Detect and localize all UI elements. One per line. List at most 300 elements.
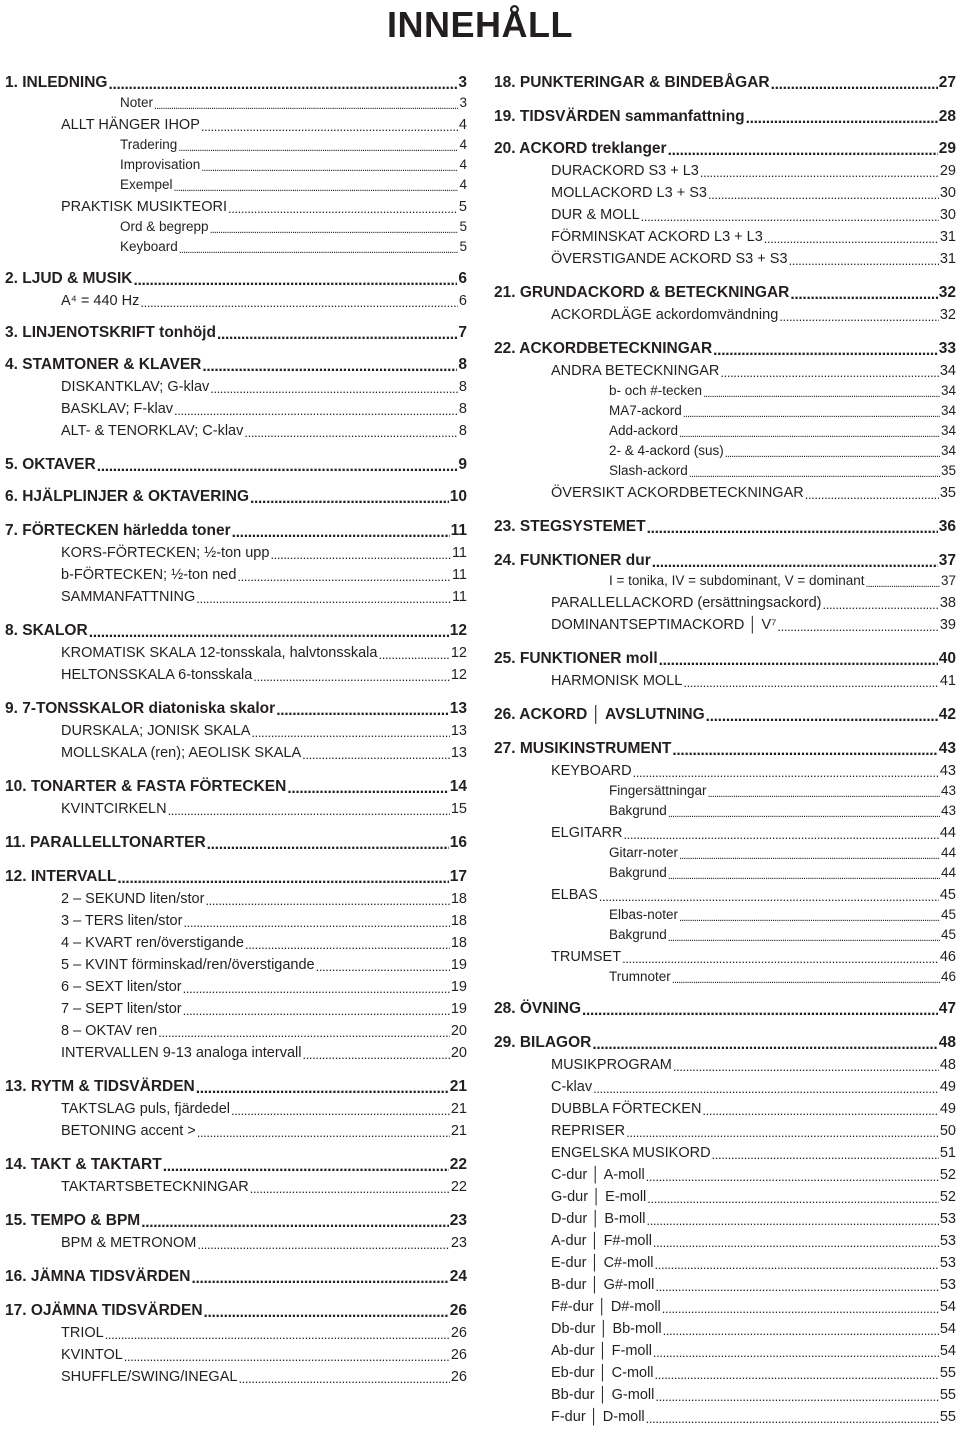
toc-entry-level-3	[494, 461, 956, 481]
toc-entry-level-1	[494, 283, 956, 303]
toc-entry-label: 21. GRUNDACKORD & BETECKNINGAR	[494, 284, 790, 301]
toc-entry-page-number: 26	[450, 1347, 467, 1363]
toc-entry-label: Elbas-noter	[609, 907, 679, 922]
toc-entry-page-number: 34	[940, 383, 956, 398]
toc-entry-level-2	[5, 377, 467, 397]
toc-entry-page-number: 21	[450, 1101, 467, 1117]
dot-leader	[662, 1299, 939, 1317]
toc-entry-level-1	[494, 999, 956, 1019]
toc-entry-label: C-dur │ A-moll	[551, 1167, 645, 1183]
toc-entry-label: Slash-ackord	[609, 463, 688, 478]
toc-entry-label: 17. OJÄMNA TIDSVÄRDEN	[5, 1302, 203, 1319]
toc-entry-page-number: 53	[939, 1211, 956, 1227]
dot-leader	[708, 783, 940, 801]
dot-leader	[231, 1101, 450, 1119]
toc-entry-level-2	[494, 205, 956, 225]
toc-entry-label: REPRISER	[551, 1123, 626, 1139]
toc-entry-label: DURSKALA; JONISK SKALA	[61, 723, 251, 739]
toc-entry-page-number: 11	[451, 567, 467, 583]
toc-entry-page-number: 52	[939, 1167, 956, 1183]
toc-entry-level-1	[5, 1077, 467, 1097]
toc-entry-label: Db-dur │ Bb-moll	[551, 1321, 662, 1337]
dot-leader	[655, 1277, 939, 1295]
dot-leader	[805, 485, 939, 503]
toc-entry-page-number: 49	[939, 1101, 956, 1117]
toc-entry-label: HELTONSSKALA 6-tonsskala	[61, 667, 253, 683]
dot-leader	[626, 1123, 939, 1141]
toc-entry-page-number: 6	[458, 293, 467, 309]
toc-entry-level-3	[5, 217, 467, 237]
toc-entry-level-2	[5, 291, 467, 311]
toc-entry-label: 2. LJUD & MUSIK	[5, 270, 133, 287]
toc-entry-level-1	[5, 777, 467, 797]
toc-entry-level-3	[494, 421, 956, 441]
toc-entry-page-number: 5	[459, 219, 467, 234]
toc-entry-page-number: 42	[938, 706, 956, 723]
toc-entry-level-3	[5, 155, 467, 175]
dot-leader	[725, 443, 940, 461]
dot-leader	[316, 957, 450, 975]
toc-entry-label: ENGELSKA MUSIKORD	[551, 1145, 711, 1161]
toc-entry-page-number: 55	[939, 1365, 956, 1381]
dot-leader	[174, 401, 458, 419]
toc-entry-level-1	[494, 1033, 956, 1053]
toc-entry-level-1	[5, 521, 467, 541]
toc-entry-label: KVINTOL	[61, 1347, 123, 1363]
toc-entry-page-number: 4	[459, 157, 467, 172]
toc-entry-label: Exempel	[120, 177, 173, 192]
toc-entry-level-1	[494, 649, 956, 669]
toc-entry-label: 24. FUNKTIONER dur	[494, 552, 651, 569]
dot-leader	[228, 199, 458, 217]
toc-entry-level-2	[494, 593, 956, 613]
toc-entry-label: Bb-dur │ G-moll	[551, 1387, 655, 1403]
dot-leader	[124, 1347, 450, 1365]
toc-entry-level-2	[494, 1231, 956, 1251]
toc-entry-page-number: 12	[450, 645, 467, 661]
toc-entry-page-number: 4	[458, 117, 467, 133]
dot-leader	[183, 1001, 450, 1019]
toc-entry-level-1	[5, 1155, 467, 1175]
toc-entry-page-number: 27	[938, 74, 956, 91]
toc-entry-label: Bakgrund	[609, 927, 667, 942]
toc-entry-page-number: 8	[458, 379, 467, 395]
toc-entry-page-number: 26	[450, 1325, 467, 1341]
dot-leader	[140, 293, 458, 311]
toc-entry-level-1	[5, 833, 467, 853]
toc-entry-page-number: 53	[939, 1277, 956, 1293]
toc-entry-level-3	[494, 925, 956, 945]
toc-entry-level-3	[494, 781, 956, 801]
dot-leader	[378, 645, 449, 663]
toc-entry-label: PRAKTISK MUSIKTEORI	[61, 199, 227, 215]
toc-entry-page-number: 43	[939, 763, 956, 779]
toc-entry-label: 26. ACKORD │ AVSLUTNING	[494, 706, 705, 723]
toc-entry-label: KORS-FÖRTECKEN; ½-ton upp	[61, 545, 270, 561]
toc-entry-label: Bakgrund	[609, 865, 667, 880]
toc-entry-label: B-dur │ G#-moll	[551, 1277, 655, 1293]
toc-entry-level-3	[494, 967, 956, 987]
dot-leader	[646, 1167, 939, 1185]
toc-entry-label: KEYBOARD	[551, 763, 632, 779]
toc-entry-page-number: 18	[450, 913, 467, 929]
toc-entry-page-number: 55	[939, 1387, 956, 1403]
toc-entry-label: 6 – SEXT liten/stor	[61, 979, 182, 995]
toc-entry-page-number: 29	[938, 140, 956, 157]
toc-entry-page-number: 34	[940, 403, 956, 418]
toc-entry-page-number: 41	[939, 673, 956, 689]
dot-leader	[245, 935, 450, 953]
toc-entry-label: 14. TAKT & TAKTART	[5, 1156, 162, 1173]
dot-leader	[302, 745, 450, 763]
toc-entry-page-number: 53	[939, 1255, 956, 1271]
dot-leader	[764, 229, 939, 247]
dot-leader	[646, 1211, 938, 1229]
toc-entry-page-number: 23	[449, 1212, 467, 1229]
toc-entry-page-number: 54	[939, 1299, 956, 1315]
toc-entry-level-2	[494, 1407, 956, 1427]
dot-leader	[287, 779, 448, 797]
toc-entry-page-number: 46	[939, 949, 956, 965]
toc-entry-page-number: 18	[450, 891, 467, 907]
toc-entry-level-2	[5, 911, 467, 931]
toc-entry-label: MOLLSKALA (ren); AEOLISK SKALA	[61, 745, 302, 761]
toc-entry-level-1	[5, 269, 467, 289]
dot-leader	[97, 457, 458, 475]
toc-entry-page-number: 23	[450, 1235, 467, 1251]
toc-entry-level-1	[494, 517, 956, 537]
toc-entry-page-number: 54	[939, 1343, 956, 1359]
toc-entry-page-number: 37	[938, 552, 956, 569]
toc-entry-label: E-dur │ C#-moll	[551, 1255, 654, 1271]
toc-entry-level-2	[5, 889, 467, 909]
toc-entry-level-2	[5, 665, 467, 685]
toc-entry-page-number: 49	[939, 1079, 956, 1095]
toc-entry-page-number: 28	[938, 108, 956, 125]
dot-leader	[683, 673, 939, 691]
toc-entry-page-number: 40	[938, 650, 956, 667]
toc-entry-label: ACKORDLÄGE ackordomvändning	[551, 307, 779, 323]
dot-leader	[253, 667, 450, 685]
toc-entry-page-number: 48	[939, 1057, 956, 1073]
toc-entry-level-3	[494, 863, 956, 883]
toc-entry-level-3	[494, 401, 956, 421]
toc-entry-label: 19. TIDSVÄRDEN sammanfattning	[494, 108, 745, 125]
toc-entry-page-number: 48	[938, 1034, 956, 1051]
toc-entry-label: Improvisation	[120, 157, 201, 172]
toc-entry-page-number: 26	[449, 1302, 467, 1319]
toc-entry-page-number: 29	[939, 163, 956, 179]
dot-leader	[679, 907, 940, 925]
toc-entry-level-1	[5, 487, 467, 507]
toc-entry-page-number: 53	[939, 1233, 956, 1249]
dot-leader	[154, 95, 458, 113]
toc-entry-level-2	[5, 565, 467, 585]
toc-entry-level-3	[494, 905, 956, 925]
toc-entry-label: F#-dur │ D#-moll	[551, 1299, 661, 1315]
toc-entry-label: DOMINANTSEPTIMACKORD │ V⁷	[551, 617, 777, 633]
toc-entry-label: 8. SKALOR	[5, 622, 88, 639]
dot-leader	[251, 723, 449, 741]
dot-leader	[582, 1001, 938, 1019]
toc-entry-label: Fingersättningar	[609, 783, 707, 798]
toc-entry-level-2	[494, 1165, 956, 1185]
toc-entry-label: G-dur │ E-moll	[551, 1189, 647, 1205]
toc-entry-page-number: 44	[940, 845, 956, 860]
toc-entry-level-2	[5, 999, 467, 1019]
dot-leader	[191, 1269, 448, 1287]
toc-entry-label: 4 – KVART ren/överstigande	[61, 935, 244, 951]
dot-leader	[592, 1035, 937, 1053]
toc-entry-page-number: 11	[451, 589, 467, 605]
dot-leader	[270, 545, 451, 563]
dot-leader	[117, 869, 448, 887]
toc-entry-page-number: 43	[940, 783, 956, 798]
dot-leader	[217, 325, 457, 343]
toc-entry-label: BPM & METRONOM	[61, 1235, 197, 1251]
dot-leader	[702, 1101, 938, 1119]
toc-entry-level-1	[5, 867, 467, 887]
toc-entry-level-1	[494, 107, 956, 127]
toc-entry-page-number: 32	[939, 307, 956, 323]
toc-entry-level-1	[5, 1301, 467, 1321]
toc-entry-level-2	[5, 643, 467, 663]
toc-entry-level-2	[494, 1077, 956, 1097]
toc-entry-page-number: 35	[939, 485, 956, 501]
toc-entry-label: KVINTCIRKELN	[61, 801, 167, 817]
dot-leader	[201, 157, 458, 175]
toc-entry-level-2	[5, 1367, 467, 1387]
toc-entry-page-number: 31	[939, 229, 956, 245]
toc-entry-page-number: 55	[939, 1409, 956, 1425]
toc-entry-level-2	[494, 761, 956, 781]
toc-entry-level-2	[494, 249, 956, 269]
toc-entry-label: 10. TONARTER & FASTA FÖRTECKEN	[5, 778, 287, 795]
toc-entry-label: KROMATISK SKALA 12-tonsskala, halvtonsskala	[61, 645, 378, 661]
toc-entry-level-2	[5, 799, 467, 819]
toc-entry-page-number: 17	[449, 868, 467, 885]
toc-entry-page-number: 13	[449, 700, 467, 717]
toc-entry-level-2	[5, 1323, 467, 1343]
toc-entry-level-1	[494, 739, 956, 759]
dot-leader	[179, 239, 459, 257]
dot-leader	[207, 835, 449, 853]
toc-entry-level-2	[5, 933, 467, 953]
toc-entry-level-2	[5, 955, 467, 975]
dot-leader	[646, 1409, 939, 1427]
dot-leader	[108, 75, 457, 93]
toc-entry-page-number: 30	[939, 185, 956, 201]
toc-entry-level-2	[494, 1055, 956, 1075]
toc-entry-label: b-FÖRTECKEN; ½-ton ned	[61, 567, 237, 583]
dot-leader	[668, 141, 938, 159]
toc-entry-label: A⁴ = 440 Hz	[61, 293, 140, 309]
toc-entry-label: Add-ackord	[609, 423, 679, 438]
toc-entry-page-number: 34	[939, 363, 956, 379]
toc-entry-label: 12. INTERVALL	[5, 868, 117, 885]
toc-entry-page-number: 21	[449, 1078, 467, 1095]
toc-entry-page-number: 13	[450, 745, 467, 761]
dot-leader	[746, 109, 938, 127]
toc-entry-label: 13. RYTM & TIDSVÄRDEN	[5, 1078, 195, 1095]
dot-leader	[708, 185, 939, 203]
toc-entry-page-number: 35	[940, 463, 956, 478]
toc-entry-page-number: 44	[939, 825, 956, 841]
toc-entry-label: BETONING accent >	[61, 1123, 196, 1139]
toc-entry-label: Gitarr-noter	[609, 845, 679, 860]
toc-entry-page-number: 33	[938, 340, 956, 357]
toc-entry-label: ALT- & TENORKLAV; C-klav	[61, 423, 244, 439]
toc-entry-level-2	[5, 1099, 467, 1119]
toc-entry-level-3	[494, 571, 956, 591]
toc-entry-label: ELBAS	[551, 887, 598, 903]
toc-entry-label: TAKTARTSBETECKNINGAR	[61, 1179, 249, 1195]
dot-leader	[633, 763, 939, 781]
toc-entry-level-2	[494, 1319, 956, 1339]
toc-entry-page-number: 44	[940, 865, 956, 880]
toc-entry-page-number: 9	[458, 456, 467, 473]
toc-entry-page-number: 34	[940, 443, 956, 458]
toc-entry-page-number: 19	[450, 957, 467, 973]
toc-entry-page-number: 5	[458, 199, 467, 215]
toc-entry-level-2	[494, 1187, 956, 1207]
toc-entry-page-number: 20	[450, 1045, 467, 1061]
toc-entry-level-1	[5, 455, 467, 475]
dot-leader	[205, 891, 449, 909]
toc-entry-level-1	[5, 699, 467, 719]
dot-leader	[668, 803, 940, 821]
toc-entry-label: INTERVALLEN 9-13 analoga intervall	[61, 1045, 302, 1061]
toc-entry-level-3	[494, 381, 956, 401]
toc-entry-page-number: 30	[939, 207, 956, 223]
toc-entry-label: D-dur │ B-moll	[551, 1211, 646, 1227]
toc-entry-level-2	[494, 227, 956, 247]
toc-entry-level-2	[5, 543, 467, 563]
dot-leader	[713, 341, 938, 359]
toc-entry-page-number: 19	[450, 1001, 467, 1017]
dot-leader	[178, 137, 458, 155]
toc-entry-level-2	[5, 421, 467, 441]
toc-entry-page-number: 12	[450, 667, 467, 683]
toc-entry-page-number: 12	[449, 622, 467, 639]
toc-entry-label: DUR & MOLL	[551, 207, 640, 223]
toc-entry-level-2	[5, 1021, 467, 1041]
toc-entry-level-2	[5, 1233, 467, 1253]
toc-entry-page-number: 4	[459, 177, 467, 192]
dot-leader	[593, 1079, 939, 1097]
toc-entry-page-number: 8	[458, 423, 467, 439]
toc-entry-level-3	[5, 93, 467, 113]
toc-entry-level-2	[5, 115, 467, 135]
dot-leader	[237, 567, 451, 585]
toc-entry-level-2	[5, 1345, 467, 1365]
toc-entry-page-number: 31	[939, 251, 956, 267]
toc-entry-level-2	[494, 183, 956, 203]
toc-entry-level-2	[494, 1341, 956, 1361]
toc-entry-label: MOLLACKORD L3 + S3	[551, 185, 707, 201]
dot-leader	[244, 423, 458, 441]
toc-entry-level-2	[494, 885, 956, 905]
toc-entry-label: 1. INLEDNING	[5, 74, 108, 91]
toc-entry-label: SHUFFLE/SWING/INEGAL	[61, 1369, 238, 1385]
toc-entry-label: 7. FÖRTECKEN härledda toner	[5, 522, 231, 539]
toc-entry-level-2	[494, 947, 956, 967]
toc-entry-level-3	[494, 801, 956, 821]
dot-leader	[790, 285, 937, 303]
toc-entry-page-number: 18	[450, 935, 467, 951]
dot-leader	[653, 1343, 939, 1361]
toc-entry-label: 27. MUSIKINSTRUMENT	[494, 740, 672, 757]
toc-entry-level-2	[494, 671, 956, 691]
toc-entry-level-2	[494, 823, 956, 843]
dot-leader	[202, 357, 457, 375]
dot-leader	[105, 1325, 450, 1343]
dot-leader	[174, 177, 459, 195]
dot-leader	[622, 949, 939, 967]
toc-entry-label: 3. LINJENOTSKRIFT tonhöjd	[5, 324, 216, 341]
toc-entry-page-number: 20	[450, 1023, 467, 1039]
toc-entry-page-number: 6	[458, 270, 467, 287]
toc-entry-label: ALLT HÄNGER IHOP	[61, 117, 200, 133]
toc-entry-level-3	[5, 135, 467, 155]
dot-leader	[641, 207, 939, 225]
dot-leader	[668, 927, 940, 945]
toc-entry-page-number: 43	[938, 740, 956, 757]
page-title: INNEHÅLL	[387, 4, 573, 45]
toc-entry-label: 16. JÄMNA TIDSVÄRDEN	[5, 1268, 191, 1285]
toc-entry-page-number: 3	[459, 95, 467, 110]
toc-entry-label: 2 – SEKUND liten/stor	[61, 891, 205, 907]
toc-entry-label: Ab-dur │ F-moll	[551, 1343, 652, 1359]
toc-entry-level-2	[494, 1363, 956, 1383]
toc-entry-level-1	[5, 1267, 467, 1287]
toc-entry-page-number: 43	[940, 803, 956, 818]
toc-entry-level-3	[5, 237, 467, 257]
toc-entry-page-number: 39	[939, 617, 956, 633]
dot-leader	[210, 379, 458, 397]
toc-entry-label: 23. STEGSYSTEMET	[494, 518, 646, 535]
toc-entry-label: 18. PUNKTERINGAR & BINDEBÅGAR	[494, 74, 770, 91]
dot-leader	[823, 595, 939, 613]
toc-entry-level-2	[494, 361, 956, 381]
toc-entry-label: Bakgrund	[609, 803, 667, 818]
dot-leader	[647, 1189, 939, 1207]
toc-entry-label: 11. PARALLELLTONARTER	[5, 834, 206, 851]
toc-entry-level-2	[5, 1121, 467, 1141]
toc-entry-label: C-klav	[551, 1079, 593, 1095]
dot-leader	[302, 1045, 449, 1063]
toc-entry-page-number: 14	[449, 778, 467, 795]
toc-entry-label: 3 – TERS liten/stor	[61, 913, 183, 929]
toc-entry-label: DUBBLA FÖRTECKEN	[551, 1101, 702, 1117]
dot-leader	[672, 741, 937, 759]
toc-entry-level-2	[494, 305, 956, 325]
dot-leader	[232, 523, 450, 541]
dot-leader	[668, 865, 940, 883]
dot-leader	[276, 701, 449, 719]
dot-leader	[659, 651, 938, 669]
toc-entry-level-2	[494, 1253, 956, 1273]
dot-leader	[183, 979, 450, 997]
dot-leader	[653, 1233, 939, 1251]
toc-entry-level-2	[5, 587, 467, 607]
dot-leader	[866, 573, 940, 591]
toc-entry-page-number: 45	[940, 907, 956, 922]
toc-entry-page-number: 21	[450, 1123, 467, 1139]
toc-entry-label: 29. BILAGOR	[494, 1034, 592, 1051]
toc-entry-level-2	[5, 399, 467, 419]
toc-entry-level-2	[494, 615, 956, 635]
